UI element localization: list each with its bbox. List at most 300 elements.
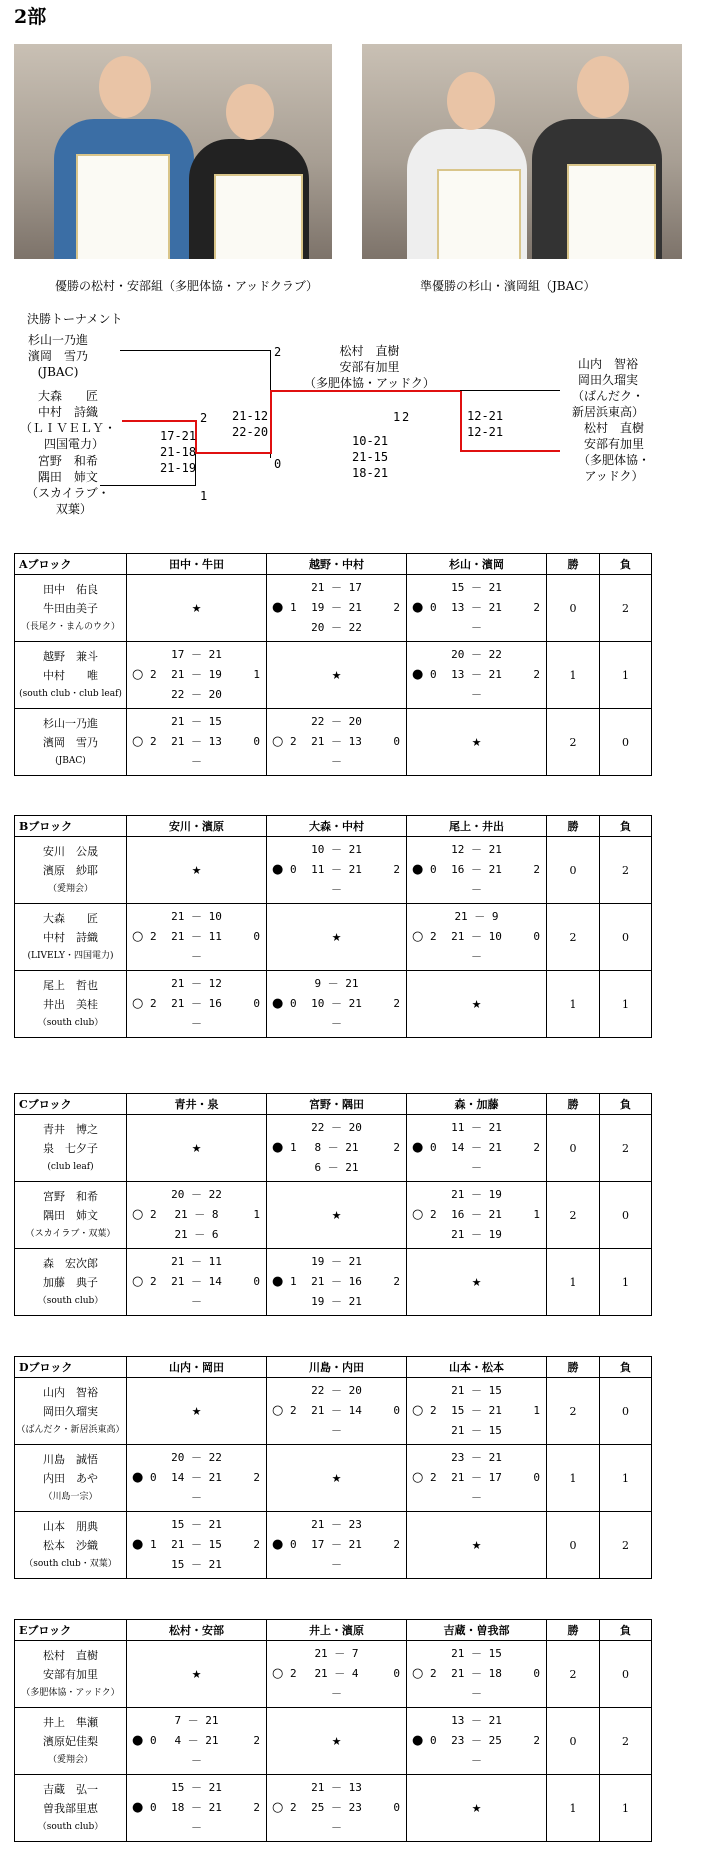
- games-lost: 1: [533, 1404, 540, 1417]
- wins-count: 2: [547, 1182, 600, 1249]
- pair-cell: [15, 971, 127, 1038]
- affiliation: （ばんだク・新居浜東高）: [16, 1424, 125, 1435]
- win-circle-icon: ○: [132, 1274, 144, 1289]
- table-row: [15, 1775, 652, 1842]
- game-2-score: 21 － 11: [171, 930, 222, 943]
- bracket-center-pair: 松村 直樹 安部有加里 （多肥体協・アッドク）: [304, 344, 435, 390]
- game-2-score: 21 － 18: [451, 1667, 502, 1680]
- game-3-score: －: [331, 883, 342, 896]
- bracket-line-winner: [270, 390, 272, 454]
- match-result: [127, 1708, 266, 1774]
- match-result: [267, 971, 406, 1037]
- pair-cell: [15, 1378, 127, 1445]
- match-result: [407, 1182, 546, 1248]
- match-cell: [127, 1708, 267, 1775]
- games-won: 2: [430, 1208, 437, 1221]
- games-lost: 0: [393, 735, 400, 748]
- game-3-score: －: [331, 755, 342, 768]
- pair-cell: [15, 904, 127, 971]
- affiliation: （south club・双葉）: [24, 1558, 117, 1569]
- loss-dot-icon: ●: [412, 600, 424, 615]
- game-2-score: 21 － 14: [171, 1275, 222, 1288]
- wins-count: 1: [547, 642, 600, 709]
- bracket-left-pair-3: 宮野 和希 隅田 姉文 （スカイラブ・ 双葉）: [26, 454, 110, 516]
- game-3-score: 20 － 22: [311, 621, 362, 634]
- column-header: 負: [600, 554, 652, 575]
- losses-count: 2: [600, 1115, 652, 1182]
- match-result: [267, 1641, 406, 1707]
- match-cell: [267, 1641, 407, 1708]
- game-1-score: 15 － 21: [451, 581, 502, 594]
- game-1-score: 22 － 20: [311, 1121, 362, 1134]
- column-header: 井上・濱原: [267, 1620, 407, 1641]
- semi2-top-games: 2: [274, 345, 282, 359]
- affiliation: （愛翔会）: [47, 883, 93, 894]
- self-star-icon: ★: [407, 709, 547, 776]
- match-result: [267, 1775, 406, 1841]
- bracket-line-winner: [460, 390, 462, 450]
- player-1: 川島 誠悟: [43, 1452, 98, 1466]
- column-header: 負: [600, 1620, 652, 1641]
- game-3-score: －: [191, 1295, 202, 1308]
- games-won: 2: [290, 1801, 297, 1814]
- pair-cell: [15, 1115, 127, 1182]
- player-2: 中村 唯: [43, 668, 98, 682]
- bracket-line-winner: [270, 390, 460, 392]
- player-2: 曽我部里恵: [43, 1801, 98, 1815]
- player-2: 泉 七夕子: [43, 1141, 98, 1155]
- affiliation: (club leaf): [47, 1161, 94, 1172]
- bracket-left-pair-2: 大森 匠 中村 詩織 （ＬＩＶＥＬＹ・ 四国電力）: [20, 389, 117, 451]
- player-1: 安川 公晟: [43, 844, 98, 858]
- match-result: [407, 1445, 546, 1511]
- column-header: 安川・濱原: [127, 816, 267, 837]
- bracket-line: [120, 350, 270, 351]
- column-header: 田中・牛田: [127, 554, 267, 575]
- game-1-score: 17 － 21: [171, 648, 222, 661]
- loss-dot-icon: ●: [412, 667, 424, 682]
- table-row: [15, 1249, 652, 1316]
- table-row: [15, 1378, 652, 1445]
- runners-up-photo: [362, 44, 682, 259]
- games-lost: 2: [393, 1538, 400, 1551]
- player-2: 濱岡 雪乃: [43, 735, 98, 749]
- loss-dot-icon: ●: [272, 1140, 284, 1155]
- match-cell: [407, 1445, 547, 1512]
- column-header: 森・加藤: [407, 1094, 547, 1115]
- game-2-score: 13 － 21: [451, 668, 502, 681]
- block-title: Bブロック: [15, 816, 127, 837]
- match-cell: [267, 1115, 407, 1182]
- game-1-score: 21 － 15: [171, 715, 222, 728]
- pair-cell: [15, 1775, 127, 1842]
- game-3-score: －: [331, 1558, 342, 1571]
- game-1-score: 13 － 21: [451, 1714, 502, 1727]
- game-1-score: 12 － 21: [451, 843, 502, 856]
- affiliation: (LIVELY・四国電力): [27, 950, 114, 961]
- column-header: 負: [600, 1357, 652, 1378]
- wins-count: 0: [547, 575, 600, 642]
- bracket-line-winner: [122, 420, 197, 422]
- player-2: 隅田 姉文: [43, 1208, 98, 1222]
- games-lost: 0: [253, 1275, 260, 1288]
- player-1: 宮野 和希: [43, 1189, 98, 1203]
- games-won: 0: [430, 1734, 437, 1747]
- game-1-score: 21 － 7: [314, 1647, 359, 1660]
- table-row: [15, 575, 652, 642]
- losses-count: 1: [600, 642, 652, 709]
- block-title: Aブロック: [15, 554, 127, 575]
- match-result: [407, 1708, 546, 1774]
- game-3-score: －: [471, 1687, 482, 1700]
- games-lost: 2: [253, 1734, 260, 1747]
- match-cell: [127, 1512, 267, 1579]
- self-star-icon: ★: [407, 971, 547, 1038]
- game-1-score: 20 － 22: [171, 1188, 222, 1201]
- game-3-score: －: [471, 950, 482, 963]
- game-3-score: 21 － 19: [451, 1228, 502, 1241]
- pair-cell: [15, 642, 127, 709]
- block-title: Cブロック: [15, 1094, 127, 1115]
- win-circle-icon: ○: [272, 1666, 284, 1681]
- games-won: 0: [430, 668, 437, 681]
- column-header: 勝: [547, 1357, 600, 1378]
- games-won: 1: [290, 1275, 297, 1288]
- game-1-score: 21 － 13: [311, 1781, 362, 1794]
- table-row: [15, 904, 652, 971]
- player-1: 山本 朋典: [43, 1519, 98, 1533]
- losses-count: 1: [600, 1775, 652, 1842]
- games-lost: 2: [393, 1275, 400, 1288]
- block-table: [14, 1093, 652, 1316]
- match-cell: [267, 1512, 407, 1579]
- games-won: 2: [430, 1471, 437, 1484]
- player-2: 内田 あや: [43, 1471, 98, 1485]
- table-row: [15, 1445, 652, 1512]
- game-3-score: －: [331, 1821, 342, 1834]
- game-2-score: 4 － 21: [174, 1734, 219, 1747]
- losses-count: 0: [600, 904, 652, 971]
- game-1-score: 21 － 15: [451, 1647, 502, 1660]
- games-lost: 2: [393, 601, 400, 614]
- column-header: 尾上・井出: [407, 816, 547, 837]
- match-cell: [267, 971, 407, 1038]
- match-cell: [407, 575, 547, 642]
- games-won: 0: [430, 601, 437, 614]
- game-2-score: 21 － 8: [174, 1208, 219, 1221]
- games-won: 0: [150, 1734, 157, 1747]
- match-result: [127, 1182, 266, 1248]
- game-1-score: 20 － 22: [171, 1451, 222, 1464]
- games-won: 2: [290, 735, 297, 748]
- wins-count: 2: [547, 904, 600, 971]
- self-star-icon: ★: [267, 1708, 407, 1775]
- final-right-games: 2: [402, 410, 410, 424]
- player-1: 杉山一乃進: [43, 716, 98, 730]
- player-2: 中村 詩織: [43, 930, 98, 944]
- game-1-score: 19 － 21: [311, 1255, 362, 1268]
- bracket-line-winner: [460, 450, 560, 452]
- game-3-score: －: [471, 1754, 482, 1767]
- games-won: 0: [290, 863, 297, 876]
- game-3-score: －: [191, 1017, 202, 1030]
- table-row: [15, 837, 652, 904]
- win-circle-icon: ○: [412, 1470, 424, 1485]
- game-2-score: 11 － 21: [311, 863, 362, 876]
- match-result: [127, 709, 266, 775]
- semi2-bottom-games: 0: [274, 457, 282, 471]
- table-row: [15, 1708, 652, 1775]
- pair-cell: [15, 709, 127, 776]
- pair-cell: [15, 837, 127, 904]
- game-3-score: －: [471, 688, 482, 701]
- player-1: 井上 隼瀬: [43, 1715, 98, 1729]
- semi1-bottom-games: 1: [200, 489, 208, 503]
- losses-count: 1: [600, 1445, 652, 1512]
- winners-photo: [14, 44, 332, 259]
- games-won: 0: [150, 1801, 157, 1814]
- match-result: [267, 1115, 406, 1181]
- column-header: 勝: [547, 816, 600, 837]
- game-2-score: 10 － 21: [311, 997, 362, 1010]
- self-star-icon: ★: [127, 1378, 267, 1445]
- block-header-row: [15, 1620, 652, 1641]
- final-left-games: 1: [393, 410, 401, 424]
- losses-count: 0: [600, 709, 652, 776]
- match-result: [407, 575, 546, 641]
- game-1-score: 21 － 17: [311, 581, 362, 594]
- match-cell: [267, 1378, 407, 1445]
- game-3-score: －: [331, 1017, 342, 1030]
- games-lost: 2: [533, 863, 540, 876]
- match-result: [407, 837, 546, 903]
- affiliation: （川島一宗）: [43, 1491, 98, 1502]
- pair-cell: [15, 1249, 127, 1316]
- affiliation: （多肥体協・アッドク）: [21, 1687, 120, 1698]
- games-won: 2: [150, 930, 157, 943]
- match-result: [407, 642, 546, 708]
- match-cell: [127, 1775, 267, 1842]
- table-row: [15, 709, 652, 776]
- game-2-score: 13 － 21: [451, 601, 502, 614]
- wins-count: 2: [547, 1641, 600, 1708]
- loss-dot-icon: ●: [412, 1733, 424, 1748]
- game-2-score: 21 － 16: [171, 997, 222, 1010]
- wins-count: 0: [547, 1708, 600, 1775]
- games-lost: 0: [253, 735, 260, 748]
- loss-dot-icon: ●: [132, 1470, 144, 1485]
- match-cell: [407, 1182, 547, 1249]
- game-3-score: 22 － 20: [171, 688, 222, 701]
- wins-count: 2: [547, 709, 600, 776]
- game-2-score: 21 － 13: [171, 735, 222, 748]
- loss-dot-icon: ●: [132, 1733, 144, 1748]
- affiliation: （長尾ク・まんのウク）: [20, 621, 120, 632]
- games-lost: 2: [253, 1538, 260, 1551]
- player-2: 濱原妃佳梨: [43, 1734, 98, 1748]
- games-lost: 2: [533, 601, 540, 614]
- player-2: 松本 沙織: [43, 1538, 98, 1552]
- game-1-score: 22 － 20: [311, 715, 362, 728]
- games-won: 2: [150, 1208, 157, 1221]
- game-2-score: 18 － 21: [171, 1801, 222, 1814]
- match-cell: [127, 642, 267, 709]
- game-3-score: 15 － 21: [171, 1558, 222, 1571]
- game-3-score: －: [331, 1424, 342, 1437]
- game-1-score: 11 － 21: [451, 1121, 502, 1134]
- games-lost: 2: [533, 1734, 540, 1747]
- game-1-score: 21 － 11: [171, 1255, 222, 1268]
- semi1-top-games: 2: [200, 411, 208, 425]
- wins-count: 2: [547, 1378, 600, 1445]
- loss-dot-icon: ●: [272, 1537, 284, 1552]
- win-circle-icon: ○: [272, 1403, 284, 1418]
- column-header: 負: [600, 816, 652, 837]
- semi1-scores: 17-21 21-18 21-19: [160, 429, 197, 475]
- match-result: [267, 837, 406, 903]
- game-1-score: 21 － 23: [311, 1518, 362, 1531]
- match-cell: [267, 837, 407, 904]
- bracket-right-pair-2: 松村 直樹 安部有加里 （多肥体協・ アッドク）: [578, 421, 651, 483]
- game-1-score: 21 － 10: [171, 910, 222, 923]
- games-lost: 2: [533, 1141, 540, 1154]
- game-3-score: －: [191, 1754, 202, 1767]
- page-title: 2部: [14, 6, 47, 28]
- game-3-score: －: [191, 755, 202, 768]
- match-result: [127, 642, 266, 708]
- column-header: 松村・安部: [127, 1620, 267, 1641]
- block-title: Dブロック: [15, 1357, 127, 1378]
- game-1-score: 9 － 21: [314, 977, 359, 990]
- games-lost: 1: [253, 1208, 260, 1221]
- losses-count: 2: [600, 575, 652, 642]
- game-3-score: 6 － 21: [314, 1161, 359, 1174]
- losses-count: 0: [600, 1378, 652, 1445]
- winners-caption: 優勝の松村・安部組（多肥体協・アッドクラブ）: [55, 279, 319, 293]
- bracket-label: 決勝トーナメント: [27, 312, 123, 326]
- loss-dot-icon: ●: [412, 1140, 424, 1155]
- match-cell: [267, 1249, 407, 1316]
- game-2-score: 21 － 15: [171, 1538, 222, 1551]
- match-result: [407, 1378, 546, 1444]
- block-table: [14, 553, 652, 776]
- game-3-score: －: [331, 1687, 342, 1700]
- pair-cell: [15, 1512, 127, 1579]
- match-result: [127, 1775, 266, 1841]
- game-2-score: 14 － 21: [451, 1141, 502, 1154]
- loss-dot-icon: ●: [132, 1800, 144, 1815]
- game-2-score: 16 － 21: [451, 863, 502, 876]
- bracket-line: [100, 485, 196, 486]
- game-2-score: 21 － 17: [451, 1471, 502, 1484]
- game-3-score: －: [191, 1491, 202, 1504]
- games-won: 0: [430, 1141, 437, 1154]
- win-circle-icon: ○: [132, 667, 144, 682]
- games-lost: 0: [393, 1801, 400, 1814]
- win-circle-icon: ○: [412, 1403, 424, 1418]
- block-header-row: [15, 1094, 652, 1115]
- table-row: [15, 1512, 652, 1579]
- self-star-icon: ★: [127, 1641, 267, 1708]
- win-circle-icon: ○: [132, 929, 144, 944]
- game-3-score: 21 － 6: [174, 1228, 219, 1241]
- game-2-score: 16 － 21: [451, 1208, 502, 1221]
- games-lost: 0: [393, 1667, 400, 1680]
- player-1: 大森 匠: [43, 911, 98, 925]
- games-lost: 2: [533, 668, 540, 681]
- games-won: 0: [430, 863, 437, 876]
- win-circle-icon: ○: [412, 929, 424, 944]
- game-1-score: 21 － 19: [451, 1188, 502, 1201]
- games-lost: 0: [253, 930, 260, 943]
- games-lost: 2: [253, 1801, 260, 1814]
- match-result: [267, 1249, 406, 1315]
- pair-cell: [15, 1182, 127, 1249]
- self-star-icon: ★: [267, 1445, 407, 1512]
- self-star-icon: ★: [267, 1182, 407, 1249]
- loss-dot-icon: ●: [272, 996, 284, 1011]
- match-cell: [127, 971, 267, 1038]
- table-row: [15, 1641, 652, 1708]
- self-star-icon: ★: [127, 1115, 267, 1182]
- pair-cell: [15, 1445, 127, 1512]
- column-header: 負: [600, 1094, 652, 1115]
- wins-count: 1: [547, 1775, 600, 1842]
- match-cell: [407, 904, 547, 971]
- affiliation: （south club）: [37, 1017, 104, 1028]
- match-cell: [127, 904, 267, 971]
- self-star-icon: ★: [407, 1775, 547, 1842]
- game-1-score: 15 － 21: [171, 1781, 222, 1794]
- match-result: [127, 1249, 266, 1315]
- player-1: 山内 智裕: [43, 1385, 98, 1399]
- column-header: 川島・内田: [267, 1357, 407, 1378]
- table-row: [15, 1115, 652, 1182]
- player-2: 岡田久瑠実: [43, 1404, 98, 1418]
- match-cell: [267, 1775, 407, 1842]
- games-won: 0: [290, 997, 297, 1010]
- match-result: [407, 1115, 546, 1181]
- match-result: [267, 575, 406, 641]
- game-2-score: 21 － 19: [171, 668, 222, 681]
- match-result: [127, 971, 266, 1037]
- self-star-icon: ★: [267, 904, 407, 971]
- game-1-score: 23 － 21: [451, 1451, 502, 1464]
- column-header: 山本・松本: [407, 1357, 547, 1378]
- games-won: 2: [290, 1667, 297, 1680]
- game-1-score: 22 － 20: [311, 1384, 362, 1397]
- affiliation: （south club）: [37, 1821, 104, 1832]
- player-1: 松村 直樹: [43, 1648, 98, 1662]
- wins-count: 0: [547, 1512, 600, 1579]
- block-table: [14, 815, 652, 1038]
- games-won: 2: [150, 1275, 157, 1288]
- losses-count: 0: [600, 1182, 652, 1249]
- games-won: 2: [150, 668, 157, 681]
- bracket-right-pair-1: 山内 智裕 岡田久瑠実 （ばんだク・ 新居浜東高）: [572, 357, 645, 419]
- game-3-score: －: [471, 1161, 482, 1174]
- player-2: 加藤 典子: [43, 1275, 98, 1289]
- win-circle-icon: ○: [272, 734, 284, 749]
- match-result: [127, 904, 266, 970]
- wins-count: 1: [547, 1445, 600, 1512]
- wins-count: 1: [547, 971, 600, 1038]
- game-3-score: －: [191, 1821, 202, 1834]
- win-circle-icon: ○: [412, 1207, 424, 1222]
- match-cell: [267, 709, 407, 776]
- games-lost: 2: [393, 863, 400, 876]
- player-1: 尾上 哲也: [43, 978, 98, 992]
